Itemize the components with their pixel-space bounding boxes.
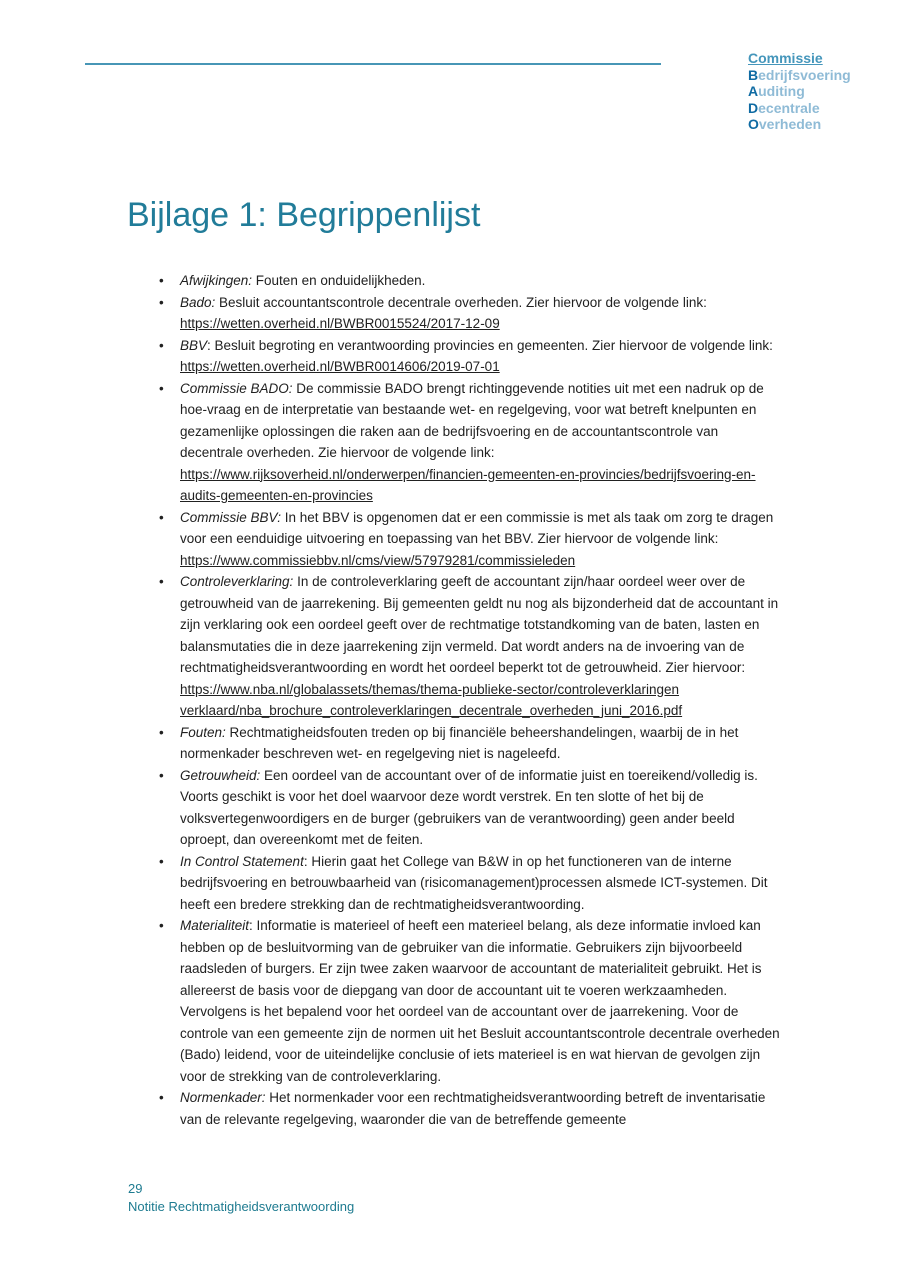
glossary-item	[128, 335, 780, 378]
glossary-item	[128, 1087, 780, 1130]
glossary-term: Normenkader:	[180, 1090, 266, 1105]
glossary-definition: In de controleverklaring geeft de accountant zijn/haar oordeel weer over de getrouwheid van de jaarrekening. Bij gemeenten geldt nu nog als bijzonderheid dat de accountant in zijn verklaring ook een oordeel geeft over de rechtmatige totstandkoming van de baten, lasten en balansmutaties die in deze jaarrekening zijn vermeld. Dat wordt anders na de invoering van de rechtmatigheidsverantwoording en wordt het oordeel beperkt tot de getrouwheid. Zier hiervoor:	[180, 574, 779, 675]
logo-line-decentrale	[748, 100, 851, 117]
glossary-term: Fouten:	[180, 724, 226, 740]
glossary-item	[128, 571, 780, 722]
glossary-definition: : Besluit begroting en verantwoording provincies en gemeenten. Zier hiervoor de volgende link:	[207, 337, 773, 353]
glossary-item	[128, 722, 780, 765]
glossary-list	[128, 270, 780, 1130]
glossary-item	[128, 378, 780, 507]
logo-line-auditing	[748, 83, 851, 100]
footer-doc-title: Notitie Rechtmatigheidsverantwoording	[128, 1198, 355, 1214]
glossary-definition: Het normenkader voor een rechtmatigheidsverantwoording betreft de inventarisatie van de relevante regelgeving, waaronder die van de betreffende gemeente	[180, 1090, 766, 1127]
logo-initial-d: D	[748, 99, 759, 116]
glossary-item	[128, 292, 780, 335]
logo-line-bedrijfsvoering	[748, 67, 851, 84]
glossary-item	[128, 765, 780, 851]
glossary-term: Materialiteit	[180, 918, 250, 933]
glossary-link[interactable]: https://www.commissiebbv.nl/cms/view/57979281/commissieleden	[180, 552, 576, 568]
glossary-term: Commissie BADO:	[180, 380, 293, 396]
logo-initial-b: B	[748, 66, 759, 83]
glossary-term: In Control Statement	[180, 853, 304, 869]
glossary-definition: In het BBV is opgenomen dat er een commissie is met als taak om zorg te dragen voor een eenduidige uitvoering en toepassing van het BBV. Zier hiervoor de volgende link:	[180, 509, 774, 546]
logo-rest-bedrijfsvoering: edrijfsvoering	[758, 66, 851, 83]
glossary-term: Bado:	[180, 294, 216, 310]
logo-initial-o: O	[748, 116, 759, 132]
logo-line-overheden	[748, 116, 851, 133]
page-title: Bijlage 1: Begrippenlijst	[127, 196, 481, 234]
glossary-item	[128, 851, 780, 916]
glossary-term: Commissie BBV:	[180, 509, 282, 525]
logo-rest-auditing: uditing	[758, 83, 805, 99]
glossary-definition: Besluit accountantscontrole decentrale overheden. Zier hiervoor de volgende link:	[215, 294, 707, 310]
logo-initial-a: A	[748, 83, 759, 99]
glossary-definition: De commissie BADO brengt richtinggevende notities uit met een nadruk op de hoe-vraag en de interpretatie van bestaande wet- en regelgeving, voor wat betreft knelpunten en gezamenlijke oplossingen die raken aan de bedrijfsvoering en de accountantscontrole van decentrale overheden. Zie hiervoor de volgende link:	[180, 380, 764, 460]
glossary-definition: Rechtmatigheidsfouten treden op bij financiële beheershandelingen, waarbij de in het normenkader beschreven wet- en regelgeving niet is nageleefd.	[180, 724, 739, 761]
glossary-link[interactable]: https://wetten.overheid.nl/BWBR0015524/2017-12-09	[180, 316, 500, 331]
glossary-item	[128, 270, 780, 292]
glossary-item	[128, 915, 780, 1087]
glossary-term: Controleverklaring:	[180, 574, 294, 589]
glossary-term: Getrouwheid:	[180, 767, 261, 783]
glossary-definition: : Informatie is materieel of heeft een materieel belang, als deze informatie invloed kan hebben op de besluitvorming van de gebruiker van die informatie. Gebruikers zijn bijvoorbeeld raadsleden of burgers. Er zijn twee zaken waarvoor de accountant de materialiteit gebruikt. Het is allereerst de basis voor de diepgang van door de accountant uit te voeren werkzaamheden. Vervolgens is het bepalend voor het oordeel van de accountant over de jaarrekening. Voor de controle van een gemeente zijn de normen uit het Besluit accountantscontrole decentrale overheden (Bado) leidend, voor de uiteindelijke conclusie of iets materieel is en wat hiervan de gevolgen zijn voor de strekking van de controleverklaring.	[180, 918, 780, 1084]
glossary-term: Afwijkingen:	[180, 273, 253, 288]
glossary-term: BBV	[180, 337, 208, 353]
logo-rest-decentrale: ecentrale	[758, 99, 820, 116]
bado-logo	[748, 50, 851, 133]
page-footer	[128, 1180, 354, 1215]
glossary-link[interactable]: https://wetten.overheid.nl/BWBR0014606/2019-07-01	[180, 359, 500, 374]
page-number: 29	[128, 1181, 143, 1196]
glossary-definition: : Hierin gaat het College van B&W in op het functioneren van de interne bedrijfsvoering en betrouwbaarheid van (risicomanagement)processen alsmede ICT-systemen. Dit heeft een bredere strekking dan de rechtmatigheidsverantwoording.	[180, 853, 768, 912]
glossary-definition: Fouten en onduidelijkheden.	[252, 273, 426, 288]
glossary-definition: Een oordeel van de accountant over of de informatie juist en toereikend/volledig is. Voorts geschikt is voor het doel waarvoor deze wordt verstrek. En ten slotte of het bij de volksvertegenwoordigers en de burger (gebruikers van de verantwoording) geen ander beeld oproept, dan overeenkomt met de feiten.	[180, 767, 758, 847]
header-divider-line	[85, 63, 661, 65]
glossary-link[interactable]: https://www.rijksoverheid.nl/onderwerpen/financien-gemeenten-en-provincies/bedrijfsvoering-en-audits-gemeenten-en-provincies	[180, 466, 756, 503]
glossary-link[interactable]: https://www.nba.nl/globalassets/themas/thema-publieke-sector/controleverklaringen verklaard/nba_brochure_controleverklaringen_decentrale_overheden_juni_2016.pdf	[180, 681, 683, 718]
logo-line-commissie: Commissie	[748, 50, 823, 66]
glossary-item	[128, 507, 780, 572]
logo-rest-overheden: verheden	[758, 116, 822, 132]
